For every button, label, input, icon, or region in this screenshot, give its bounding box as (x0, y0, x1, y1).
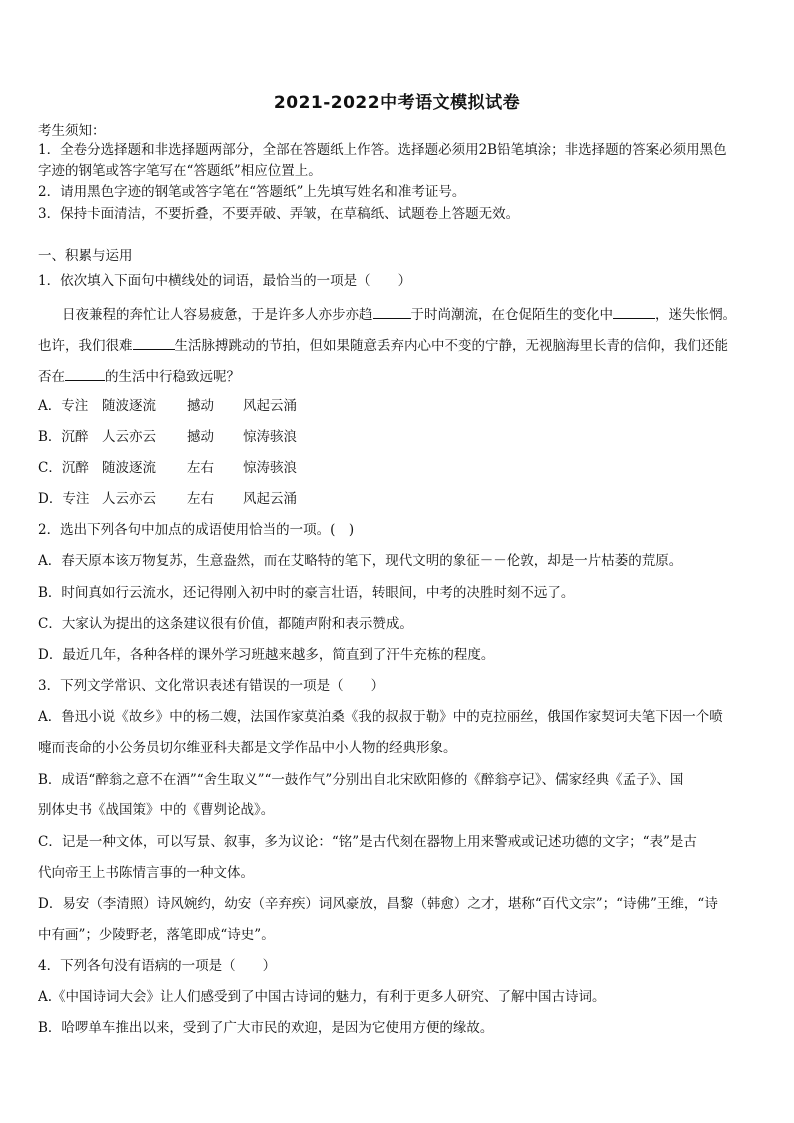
q1-passage-line-3 (38, 366, 758, 386)
q3-option-b-line-1[interactable]: B．成语“醉翁之意不在酒”“舍生取义”“一鼓作气”分别出自北宋欧阳修的《醉翁亭记》、儒家经典《孟子》、国 (38, 772, 684, 788)
notice-item-1a: 1．全卷分选择题和非选择题两部分，全部在答题纸上作答。选择题必须用2B铅笔填涂；非选择题的答案必须用黑色 (38, 142, 727, 158)
section-heading: 一、积累与运用 (38, 248, 133, 264)
notice-item-3: 3．保持卡面清洁，不要折叠，不要弄破、弄皱，在草稿纸、试题卷上答题无效。 (38, 206, 520, 222)
option-word: 人云亦云 (102, 491, 156, 507)
option-label: A．专注 (38, 398, 89, 414)
option-word: 人云亦云 (102, 429, 156, 445)
option-word: 风起云涌 (243, 398, 297, 414)
option-word: 随波逐流 (102, 460, 156, 476)
notice-item-1b: 字迹的钢笔或答字笔写在“答题纸”相应位置上。 (38, 163, 322, 179)
q3-option-a-line-2: 嚏而丧命的小公务员切尔维亚科夫都是文学作品中小人物的经典形象。 (38, 740, 457, 756)
option-word: 左右 (187, 460, 214, 476)
option-word: 左右 (187, 491, 214, 507)
q2-option-b[interactable]: B．时间真如行云流水，还记得刚入初中时的豪言壮语，转眼间，中考的决胜时刻不远了。 (38, 585, 575, 601)
option-word: 随波逐流 (102, 398, 156, 414)
answer-blank (613, 304, 655, 319)
q4-stem: 4．下列各句没有语病的一项是（ ） (38, 958, 277, 974)
option-label: C．沉醉 (38, 460, 89, 476)
option-word: 撼动 (187, 429, 214, 445)
q2-option-d[interactable]: D．最近几年，各种各样的课外学习班越来越多，简直到了汗牛充栋的程度。 (38, 647, 495, 663)
q1-option-d[interactable] (38, 490, 297, 508)
q2-option-a[interactable]: A．春天原本该万物复苏，生意盎然，而在艾略特的笔下，现代文明的象征－－伦敦，却是一片枯萎的荒原。 (38, 553, 683, 569)
q1-passage-line-1 (62, 304, 762, 324)
page-title: 2021-2022中考语文模拟试卷 (273, 93, 521, 113)
answer-blank (133, 335, 175, 350)
q1-stem: 1．依次填入下面句中横线处的词语，最恰当的一项是（ ） (38, 273, 412, 289)
q1-text: 否在 (38, 369, 65, 385)
q4-option-a[interactable]: A.《中国诗词大会》让人们感受到了中国古诗词的魅力，有利于更多人研究、了解中国古诗词。 (38, 989, 606, 1005)
q3-stem: 3．下列文学常识、文化常识表述有错误的一项是（ ） (38, 678, 385, 694)
answer-blank (65, 366, 105, 381)
q1-text: 日夜兼程的奔忙让人容易疲惫，于是许多人亦步亦趋 (62, 307, 373, 323)
q1-option-b[interactable] (38, 428, 297, 446)
q2-stem: 2．选出下列各句中加点的成语使用恰当的一项。( ) (38, 522, 355, 538)
q2-option-c[interactable]: C．大家认为提出的这条建议很有价值，都随声附和表示赞成。 (38, 616, 413, 632)
q1-text: ，迷失怅惘。 (655, 307, 736, 323)
notice-item-2: 2．请用黑色字迹的钢笔或答字笔在“答题纸”上先填写姓名和准考证号。 (38, 184, 466, 200)
notice-heading: 考生须知： (38, 123, 106, 139)
q3-option-d-line-1[interactable]: D．易安（李清照）诗风婉约，幼安（辛弃疾）词风豪放，昌黎（韩愈）之才，堪称“百代文宗”；“诗佛”王维，“诗 (38, 896, 718, 912)
q3-option-c-line-2: 代向帝王上书陈情言事的一种文体。 (38, 865, 254, 881)
q1-text: 生活脉搏跳动的节拍，但如果随意丢弃内心中不变的宁静，无视脑海里长青的信仰，我们还能 (174, 338, 728, 354)
q1-option-a[interactable] (38, 397, 297, 415)
q1-text: 的生活中行稳致远呢？ (105, 369, 240, 385)
option-word: 惊涛骇浪 (243, 460, 297, 476)
q1-passage-line-2 (38, 335, 758, 355)
q3-option-b-line-2: 别体史书《战国策》中的《曹刿论战》。 (38, 802, 275, 818)
q3-option-d-line-2: 中有画”；少陵野老，落笔即成“诗史”。 (38, 927, 275, 943)
answer-blank (373, 304, 411, 319)
q3-option-a-line-1[interactable]: A．鲁迅小说《故乡》中的杨二嫂，法国作家莫泊桑《我的叔叔于勒》中的克拉丽丝，俄国作家契诃夫笔下因一个喷 (38, 709, 723, 725)
q3-option-c-line-1[interactable]: C．记是一种文体，可以写景、叙事，多为议论：“铭”是古代刻在器物上用来警戒或记述功德的文字；“表”是古 (38, 834, 697, 850)
q1-option-c[interactable] (38, 459, 297, 477)
q1-text: 也许，我们很难 (38, 338, 133, 354)
option-label: B．沉醉 (38, 429, 89, 445)
option-word: 风起云涌 (243, 491, 297, 507)
option-word: 撼动 (187, 398, 214, 414)
q1-text: 于时尚潮流，在仓促陌生的变化中 (410, 307, 613, 323)
option-word: 惊涛骇浪 (243, 429, 297, 445)
option-label: D．专注 (38, 491, 90, 507)
q4-option-b[interactable]: B．哈啰单车推出以来，受到了广大市民的欢迎，是因为它使用方便的缘故。 (38, 1020, 494, 1036)
